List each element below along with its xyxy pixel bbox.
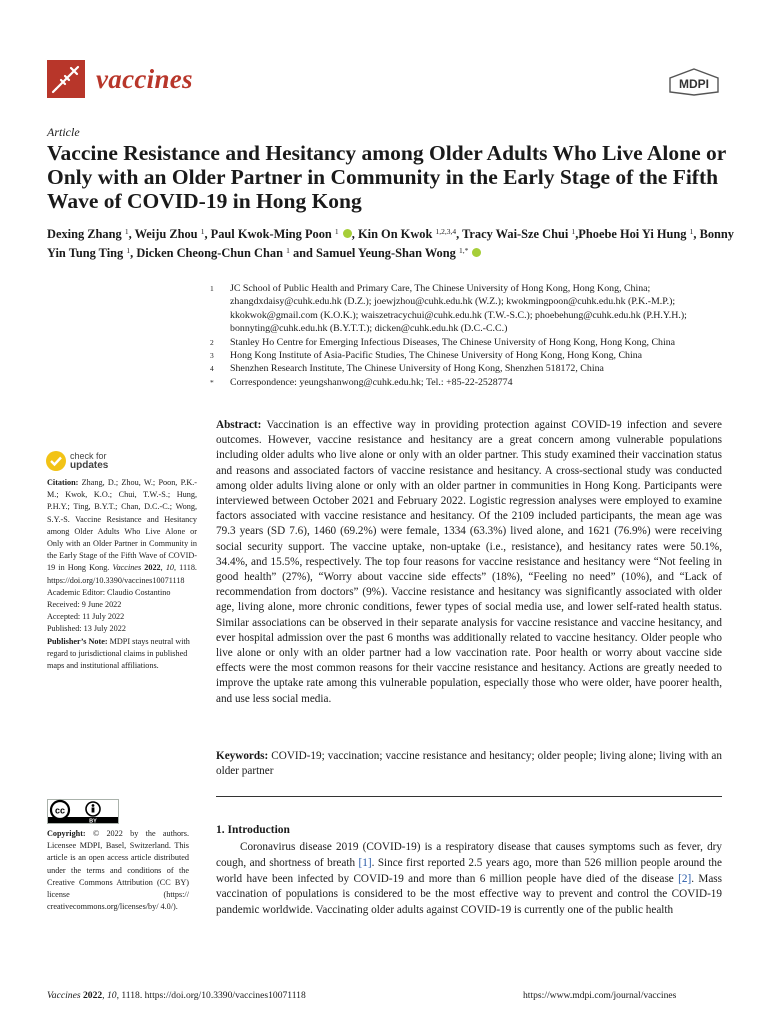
keywords-label: Keywords: (216, 750, 269, 762)
author-name: Tracy Wai-Sze Chui (462, 227, 569, 241)
check-updates-line2: updates (70, 460, 109, 471)
author-separator: , (575, 227, 579, 241)
svg-text:cc: cc (54, 805, 66, 816)
footer-year: 2022 (82, 990, 103, 1001)
mdpi-logo-icon (666, 68, 722, 96)
reference-link-1[interactable]: [1] (358, 856, 372, 869)
intro-text-3: . Mass vaccination of populations is considered to be the most effective way to prevent and control the COVID-19 pandemic worldwide. Vaccinating older adults against COVID-19 is currently one of the public health (216, 872, 722, 917)
publishers-note-label: Publisher’s Note: (47, 636, 108, 646)
keywords-text: COVID-19; vaccination; vaccine resistance and hesitancy; older people; living alone; living with an older partner (216, 750, 722, 778)
abstract-text: Vaccination is an effective way in providing protection against COVID-19 infection and severe outcomes. However, vaccine resistance and hesitancy are a great concern among vulnerable populations including older adults who live alone or only with an older partner. This study examined their vaccination status and reasons and associated factors of vaccine resistance and hesitancy. A cross-sectional study was conducted among older adults living alone or only with an older partner in communities in Hong Kong. Participants were interviewed between October 2021 and February 2022. Logistic regression analyses were employed to examine factors associated with vaccine resistance and hesitancy. Of the 2109 included participants, the mean age was 79.3 years (SD 7.6), 1460 (69.2%) were female, 1334 (63.3%) lived alone, and 1621 (76.9%) were receiving social security support. The vaccine uptake, non-uptake (i.e., resistance), and hesitancy rates were 50.1%, 34.4%, and 15.5%, respectively. The top four reasons for vaccine resistance and hesitancy were “Not feeling in good health” (27%), “Worry about vaccine side effects” (18%), “Feeling no need” (10%), and “Lack of recommendation from doctors” (9%). Vaccine resistance and hesitancy was significantly associated with older age, living alone, more chronic conditions, fewer types of social media use, and lower self-rated health status. Similar associations can be observed in their separate analysis for vaccine resistance and vaccine hesitancy, and ever hospital admission over the past 6 months was additionally related to vaccine hesitancy. Older people who live alone or only with an older partner had a low vaccination rate. Poor health or worry about vaccine side effects were the most common reasons for their vaccine resistance and hesitancy. Actions are greatly needed to improve the uptake rate among this vulnerable population, especially those who were older, have poorer health, and use less social media. (216, 419, 722, 705)
copyright-text: © 2022 by the authors. Licensee MDPI, Basel, Switzerland. This article is an open access article distributed under the terms and conditions of the Creative Commons Attribution (CC BY) license (https:// creativecommons.org/licenses/by/ 4.0/). (47, 829, 190, 912)
affiliation-text: JC School of Public Health and Primary Care, The Chinese University of Hong Kong, Hong Kong, China; zhangdxdaisy@cuhk.edu.hk (D.Z.); joewjzhou@cuhk.edu.hk (W.Z.); kwokmingpoon@cuhk.edu.hk (P.K.-M.P.); kkokwok@gmail.com (K.O.K.); waiszetracychui@cuhk.edu.hk (T.W.-S.C.); phoebehung@cuhk.edu.hk (P.H.Y.H.); bonnyting@cuhk.edu.hk (B.Y.T.T.); dicken@cuhk.edu.hk (D.C.-C.C.) (230, 283, 687, 335)
author-separator: , (351, 227, 358, 241)
affiliations (210, 282, 730, 389)
academic-editor: Academic Editor: Claudio Costantino (47, 587, 171, 597)
keywords (216, 749, 722, 779)
affiliation-item (210, 362, 730, 375)
author-name: Samuel Yeung-Shan Wong (316, 246, 456, 260)
published-date: Published: 13 July 2022 (47, 624, 126, 634)
intro-text-2: . Since first reported 2.5 years ago, more than 526 million people around the world have been infected by COVID-19 and more than 6 million people have died of the disease (216, 856, 722, 885)
article-type: Article (47, 125, 80, 139)
author-name: Dicken Cheong-Chun Chan (136, 246, 283, 260)
mdpi-logo-text: MDPI (679, 77, 709, 91)
section-divider (216, 796, 722, 797)
affiliation-text: Stanley Ho Centre for Emerging Infectious Diseases, The Chinese University of Hong Kong, Hong Kong, China (230, 336, 676, 348)
author-affiliation-marker: 1 (689, 227, 694, 236)
footer-journal-url[interactable]: https://www.mdpi.com/journal/vaccines (523, 990, 677, 1001)
author-list (47, 225, 737, 263)
check-updates-line1: check for (70, 451, 107, 461)
affiliation-number: 2 (210, 337, 214, 347)
affiliation-item (210, 336, 730, 349)
affiliation-item (210, 376, 730, 389)
author-separator: , (130, 246, 137, 260)
affiliation-text: Shenzhen Research Institute, The Chinese University of Hong Kong, Shenzhen 518172, China (230, 363, 604, 375)
check-updates-icon (45, 450, 67, 472)
copyright-notice (47, 828, 189, 913)
affiliation-number: 4 (210, 364, 214, 374)
sidebar: Citation: Zhang, D.; Zhou, W.; Poon, P.K.-M.; Kwok, K.O.; Chui, T.W.-S.; Hung, P.H.Y.; Ting, B.Y.T.; Chan, D.C.-C.; Wong, S.Y.-S. Vaccine Resistance and Hesitancy among Older Adults Who Live Alone or Only with an Older Partner in Community in the Early Stage of the Fifth Wave of COVID-19 in Hong Kong. Vaccines 2022, 10, 1118. https://doi.org/10.3390/vaccines10071118 Academic Editor: Claudio Costantino Received: 9 June 2022 Accepted: 11 July 2022 Published: 13 July 2022 Publisher’s Note: MDPI stays neutral with regard to jurisdictional claims in published maps and institutional affiliations. (47, 478, 197, 671)
author-name: Dexing Zhang (47, 227, 122, 241)
footer-journal: Vaccines (47, 990, 81, 1001)
abstract (216, 418, 722, 707)
author-affiliation-marker: 1 (286, 246, 290, 255)
abstract-label: Abstract: (216, 419, 262, 431)
affiliation-item (210, 282, 730, 336)
affiliation-text: Correspondence: yeungshanwong@cuhk.edu.hk; Tel.: +85-22-2528774 (230, 376, 513, 388)
author-name: Weiju Zhou (134, 227, 198, 241)
author-name: Kin On Kwok (357, 227, 433, 241)
author-affiliation-marker: 1,2,3,4 (435, 227, 457, 236)
affiliation-text: Hong Kong Institute of Asia-Pacific Studies, The Chinese University of Hong Kong, Hong Kong, China (230, 350, 643, 362)
affiliation-number: 3 (210, 351, 214, 361)
vaccines-logo-icon (47, 60, 85, 98)
author-affiliation-marker: 1 (200, 227, 205, 236)
author-affiliation-marker: 1 (126, 246, 131, 255)
author-affiliation-marker: 1 (124, 227, 129, 236)
introduction-heading: 1. Introduction (216, 824, 290, 836)
copyright-label: Copyright: (47, 829, 86, 838)
affiliation-item (210, 349, 730, 362)
author-name: Bonny Yin Tung Ting (47, 227, 734, 260)
citation-year: 2022 (144, 563, 161, 573)
affiliation-number: 1 (210, 284, 214, 293)
page-title: Vaccine Resistance and Hesitancy among Older Adults Who Live Alone or Only with an Older Partner in Community in the Early Stage of the Fifth Wave of COVID-19 in Hong Kong (47, 141, 726, 213)
footer-citation: Vaccines 2022, 10, 1118. https://doi.org/10.3390/vaccines10071118 (47, 990, 306, 1001)
author-separator: and (289, 246, 317, 260)
footer-doi[interactable]: , 1118. https://doi.org/10.3390/vaccines10071118 (116, 990, 306, 1001)
orcid-icon[interactable] (472, 248, 481, 257)
author-affiliation-marker: 1 (571, 227, 576, 236)
footer-volume: 10 (106, 990, 117, 1001)
author-separator: , (128, 227, 135, 241)
citation-label: Citation: (47, 478, 79, 487)
author-separator: , (693, 227, 700, 241)
check-for-updates-button[interactable] (45, 450, 135, 474)
author-separator: , (456, 227, 463, 241)
citation-volume: 10 (165, 563, 174, 573)
citation-text: Zhang, D.; Zhou, W.; Poon, P.K.-M.; Kwok, K.O.; Chui, T.W.-S.; Hung, P.H.Y.; Ting, B.Y.T.; Chan, D.C.-C.; Wong, S.Y.-S. Vaccine Resistance and Hesitancy among Older Adults Who Live Alone or Only with an Older Partner in Community in the Early Stage of the Fifth Wave of COVID-19 in Hong Kong. (47, 478, 197, 573)
author-separator: , (204, 227, 211, 241)
cc-by-license-icon[interactable] (47, 799, 119, 824)
received-date: Received: 9 June 2022 (47, 600, 122, 610)
citation-doi[interactable]: , 1118. https://doi.org/10.3390/vaccines10071118 (47, 563, 197, 585)
reference-link-2[interactable]: [2] (678, 872, 692, 885)
journal-name: vaccines (96, 64, 193, 94)
orcid-icon[interactable] (343, 229, 352, 238)
accepted-date: Accepted: 11 July 2022 (47, 612, 125, 622)
author-name: Paul Kwok-Ming Poon (210, 227, 332, 241)
author-affiliation-marker: 1,* (458, 246, 469, 255)
intro-text-1: Coronavirus disease 2019 (COVID-19) is a respiratory disease that causes symptoms such as fever, dry cough, and shortness of breath (216, 841, 722, 869)
citation-journal: Vaccines (112, 563, 142, 573)
affiliation-number: * (210, 377, 214, 387)
author-name: Phoebe Hoi Yi Hung (578, 227, 687, 241)
introduction-body (216, 840, 722, 919)
author-affiliation-marker: 1 (334, 227, 339, 236)
cc-badge-text: BY (89, 818, 97, 824)
publishers-note-text: MDPI stays neutral with regard to jurisdictional claims in published maps and institutional affiliations. (47, 636, 190, 671)
